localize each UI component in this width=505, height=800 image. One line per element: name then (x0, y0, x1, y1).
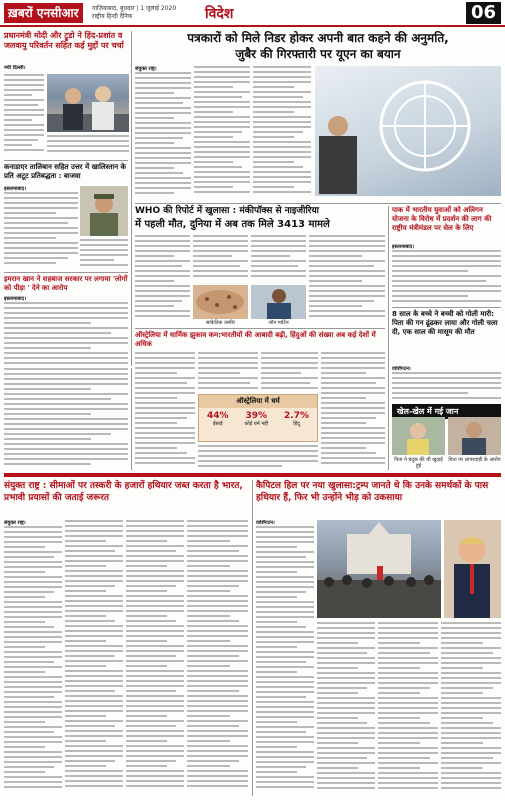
masthead (0, 0, 505, 27)
headline-who-line1: WHO की रिपोर्ट में खुलासा : मंकीपॉक्स से नाइजीरिया (135, 206, 320, 216)
headline-un-arms: संयुक्त राष्ट्र : सीमाओं पर तस्करी के हजारों हथियार जब्त करता है भारत, प्रभावी प्रयासों की जताई जरूरत (4, 481, 243, 503)
capitol-crowd-illustration (317, 520, 441, 618)
photo-child-right (448, 417, 501, 455)
photo-modi-trudeau (47, 74, 129, 132)
photo-child-left (392, 417, 445, 455)
newspaper-logo: ख़बरों एनसीआर (4, 3, 83, 23)
caption-khel-left: पिता ने बंदूक की थी खुदाई हुई (394, 457, 443, 469)
dateline-modi: नयी दिल्ली। (4, 65, 26, 71)
headline-capitol: कैपिटल हिल पर नया खुलासा:ट्रम्प जानते थे कि उनके समर्थकों के पास हथियार हैं, फिर भी उन्होंने भीड़ को उकसाया (256, 481, 489, 503)
religion-infobox (198, 394, 318, 442)
headline-lead-line2: जुबैर की गिरफ्तारी पर यूएन का बयान (235, 47, 401, 61)
infobox-stat-hindu: 2.7% हिंदू (284, 411, 309, 427)
headline-who-line2: में पहली मौत, दुनिया में अब तक मिले 3413 मामले (135, 219, 330, 230)
photo-trump (444, 520, 501, 618)
photo-monkeypox-hands (193, 285, 248, 319)
dateline-child: वाशिंगटन। (392, 366, 411, 372)
headline-imran: इमरान खान ने शहबाज सरकार पर लगाया 'लोगों को पीड़ा ' देने का आरोप (4, 275, 128, 292)
child-illustration (392, 417, 445, 455)
infobox-stat-none: 39% कोई धर्म नहीं (244, 411, 269, 427)
dateline-canada: इस्लामाबाद। (4, 186, 27, 192)
headline-pak: पाक में भारतीय युवाओं को अलिगन योजना के विरोध में प्रदर्शन की लाग की राष्ट्रीय मंत्रीमंडल पर सेल के लिए (392, 206, 492, 232)
photo-capitol-crowd (317, 520, 441, 618)
headline-lead-line1: पत्रकारों को मिले निडर होकर अपनी बात कहने की अनुमति, (187, 31, 449, 45)
headline-child-shot: 8 साल के बच्चे ने बच्ची को गोली मारी: पिता की गन ढूंढकर लाया और गोली चला दी, एक साल की मासूम की मौत (392, 310, 498, 336)
khel-khel-band: खेल-खेल में गई जान (392, 404, 501, 419)
dateline-lead: संयुक्त राष्ट्र। (135, 66, 157, 72)
photo-who-person (251, 285, 306, 319)
headline-canada: कनाडाएर तालिबान सहित उत्तर में खालिस्तान के प्रति अटूट प्रतिबद्धता : बाजवा (4, 163, 126, 180)
infobox-stat-christian: 44% ईसाई (206, 411, 229, 427)
dateline-pak: इस्लामाबाद। (392, 244, 415, 250)
headline-modi-trudeau: प्रधानमंत्री मोदी और ट्रूडो ने हिंद-प्रशांत व जलवायु परिवर्तन सहित कई मुद्दों पर चर्चा (4, 31, 124, 50)
modi-trudeau-illustration (47, 74, 129, 132)
photo-un-emblem (315, 66, 501, 196)
section-title: विदेश (205, 6, 234, 22)
page-number: 06 (466, 2, 501, 24)
dateline-capitol: वाशिंगटन। (256, 520, 275, 526)
bajwa-illustration (80, 186, 128, 236)
caption-khel-right: पिता पर लापरवाही के आरोप (448, 457, 501, 463)
trump-illustration (444, 520, 501, 618)
dateline-date: गाज़ियाबाद, बुधवार | 1 जुलाई 2020 (92, 5, 177, 12)
caption-who-2: जॉन मार्टिन (268, 320, 289, 326)
caption-who-1: सांकेतिक तस्वीर (205, 320, 235, 326)
dateline-un-arms: संयुक्त राष्ट्र। (4, 520, 26, 526)
person-illustration (251, 285, 306, 319)
un-emblem-illustration (315, 66, 501, 196)
headline-australia: ऑस्ट्रेलिया में धार्मिक झुकाव कम:भारतीयों की आबादी बढ़ी, हिंदुओं की संख्या अब कई देशों में अधिक (135, 331, 376, 348)
hands-illustration (193, 285, 248, 319)
father-illustration (448, 417, 501, 455)
dateline-sub: राष्ट्रीय हिन्दी दैनिक (92, 13, 133, 20)
dateline (92, 5, 202, 21)
dateline-imran: इस्लामाबाद। (4, 296, 27, 302)
infobox-title: ऑस्ट्रेलिया में धर्म (199, 395, 317, 408)
photo-bajwa (80, 186, 128, 236)
